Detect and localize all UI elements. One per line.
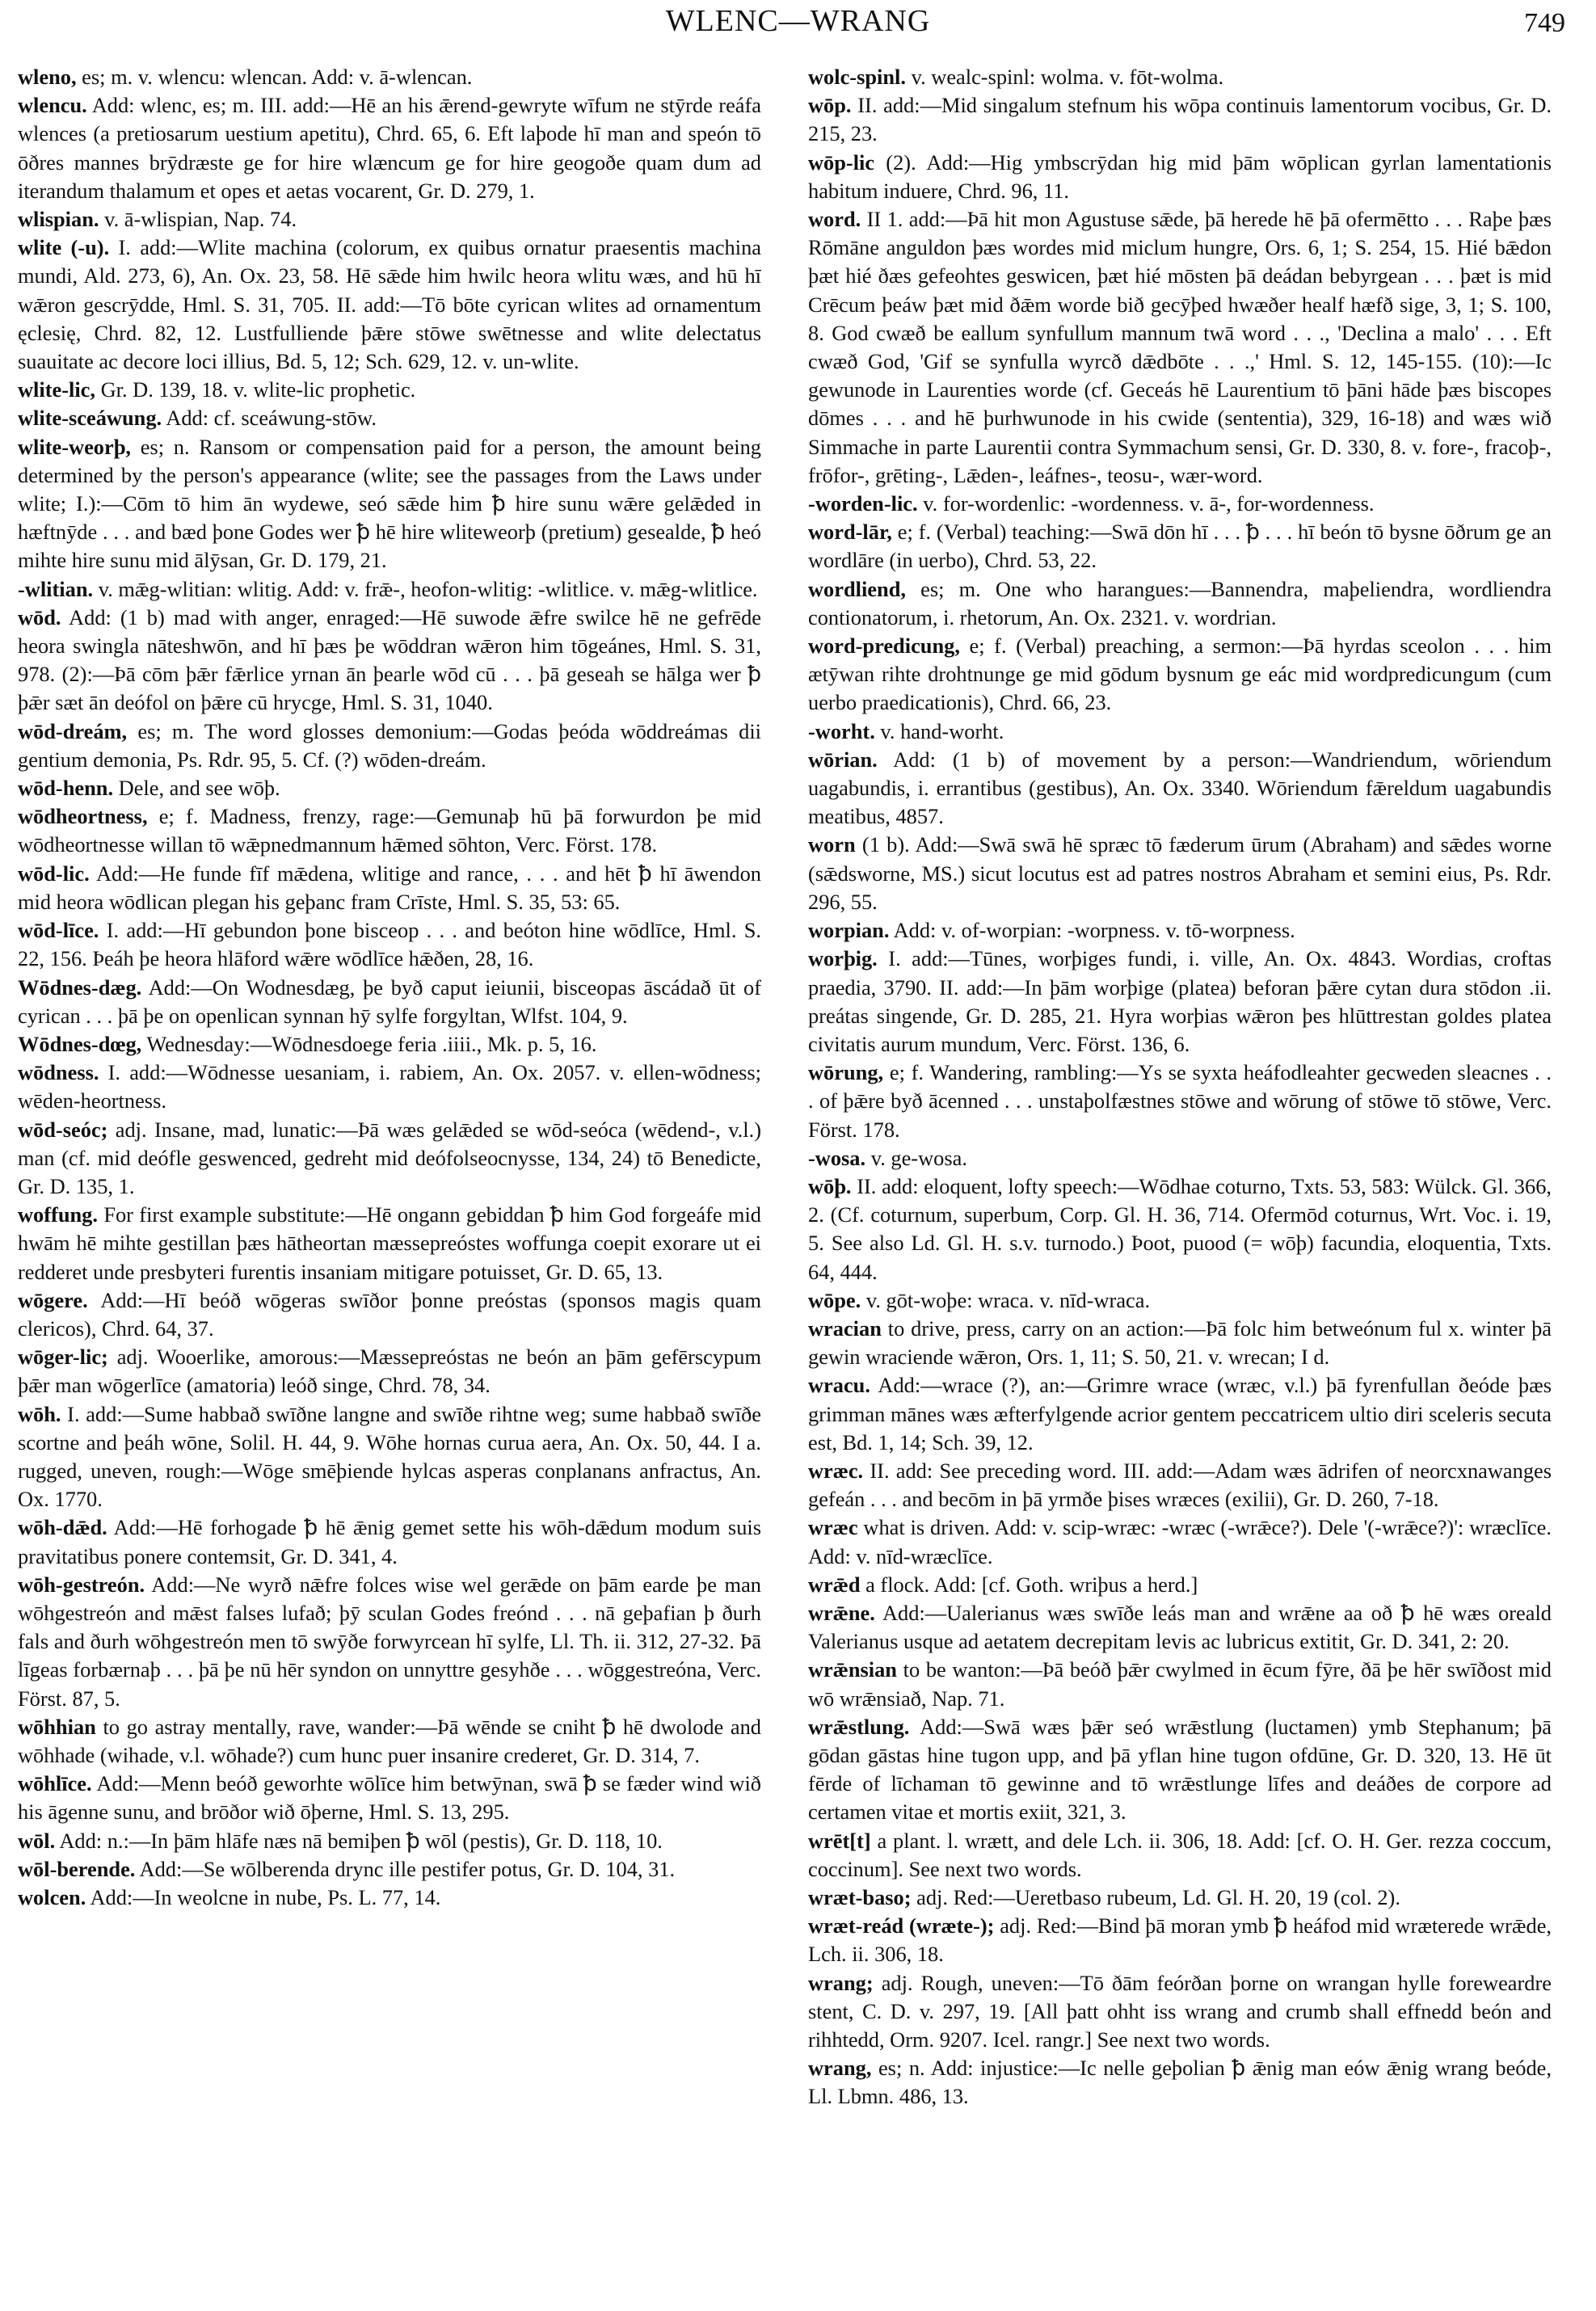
dictionary-entry <box>18 1513 761 1570</box>
dictionary-entry <box>808 1172 1552 1286</box>
entry-headword: wolc-spinl. <box>808 65 906 89</box>
entry-headword: wōd-seóc; <box>18 1117 108 1142</box>
entry-headword: wōdness. <box>18 1060 99 1085</box>
dictionary-entry <box>18 1884 761 1912</box>
entry-definition: v. mǣg-wlitian: wlitig. Add: v. frǣ-, heofon-wlitig: -wlitlice. v. mǣg-wlitlice. <box>93 576 758 601</box>
entry-headword: wræc. <box>808 1458 864 1483</box>
entry-headword: wlispian. <box>18 207 99 232</box>
entry-headword: wōpe. <box>808 1287 861 1312</box>
entry-definition: Gr. D. 139, 18. v. wlite-lic prophetic. <box>95 377 416 402</box>
entry-headword: wōrian. <box>808 747 878 772</box>
entry-definition: Add:—Hē forhogade ꝥ hē ǣnig gemet sette his wōh-dǣdum modum suis pravitatibus ponere contemsit, Gr. D. 341, 4. <box>18 1515 761 1568</box>
dictionary-entry <box>18 433 761 575</box>
entry-definition: Dele, and see wōþ. <box>113 776 280 801</box>
dictionary-entry <box>808 1457 1552 1513</box>
entry-headword: wōþ. <box>808 1173 852 1198</box>
entry-headword: wōdheortness, <box>18 804 148 829</box>
entry-headword: wōgere. <box>18 1287 88 1312</box>
dictionary-entry <box>808 91 1552 148</box>
dictionary-entry <box>808 575 1552 632</box>
dictionary-entry <box>18 860 761 916</box>
entry-definition: Add: v. of-worpian: -worpness. v. tō-worpness. <box>889 918 1295 943</box>
dictionary-entry <box>808 2054 1552 2111</box>
entry-headword: wōhlīce. <box>18 1771 92 1796</box>
dictionary-entry <box>808 1599 1552 1656</box>
entry-definition: to drive, press, carry on an action:—Þā folc him betweónum ful x. winter þā gewin wraciende wǣron, Ors. 1, 11; S. 50, 21. v. wrecan; I d. <box>808 1315 1552 1370</box>
entry-headword: woffung. <box>18 1202 98 1227</box>
entry-headword: -worden-lic. <box>808 491 918 516</box>
entry-definition: I. add:—Hī gebundon þone bisceop . . . and beóton hine wōdlīce, Hml. S. 22, 156. Þeáh þe heora hlāford wǣre wōdlīce hǣðen, 28, 16. <box>18 918 761 971</box>
entry-headword: wordliend, <box>808 576 906 601</box>
entry-definition: v. for-wordenlic: -wordenness. v. ā-, for-wordenness. <box>917 491 1375 516</box>
entry-definition: adj. Red:—Ueretbaso rubeum, Ld. Gl. H. 20, 19 (col. 2). <box>911 1885 1400 1909</box>
dictionary-entry <box>18 1059 761 1115</box>
entry-headword: Wōdnes-dœg, <box>18 1031 142 1056</box>
entry-headword: word-lār, <box>808 520 892 545</box>
dictionary-entry <box>808 632 1552 718</box>
dictionary-entry <box>808 1912 1552 1968</box>
entry-definition: v. gōt-woþe: wraca. v. nīd-wraca. <box>861 1287 1151 1312</box>
entry-definition: es; n. Add: injustice:—Ic nelle geþolian ꝥ ǣnig man eów ǣnig wrang beóde, Ll. Lbmn. 486, 13. <box>808 2056 1552 2109</box>
entry-headword: wlencu. <box>18 93 87 118</box>
page-header <box>0 0 1596 45</box>
entry-definition: adj. Wooerlike, amorous:—Mæssepreóstas ne beón an þām gefērscypum þǣr man wōgerlīce (amatoria) leóð singe, Chrd. 78, 34. <box>18 1345 761 1398</box>
entry-definition: Add:—In weolcne in nube, Ps. L. 77, 14. <box>86 1885 441 1909</box>
entry-headword: wrang, <box>808 2056 872 2081</box>
entry-headword: wleno, <box>18 65 77 89</box>
dictionary-entry <box>808 1513 1552 1570</box>
entry-definition: e; f. (Verbal) preaching, a sermon:—Þā hyrdas sceolon . . . him ætȳwan rihte drohtnunge ge mid gōdum bysnum ge eác mid wordpredicungum (cum uerbo praedicationis), Chrd. 66, 23. <box>808 634 1552 715</box>
entry-headword: wrǣstlung. <box>808 1714 910 1739</box>
entry-definition: Add:—Menn beóð geworhte wōlīce him betwȳnan, swā ꝥ se fæder wind wið his āgenne sunu, and brōðor wið ōþerne, Hml. S. 13, 295. <box>18 1771 761 1825</box>
entry-definition: es; m. The word glosses demonium:—Godas þeóda wōddreámas dii gentium demonia, Ps. Rdr. 95, 5. Cf. (?) wōden-dreám. <box>18 718 761 772</box>
dictionary-entry <box>18 1827 761 1855</box>
dictionary-entry <box>808 718 1552 746</box>
dictionary-entry <box>18 91 761 205</box>
entry-definition: Wednesday:—Wōdnesdoege feria .iiii., Mk. p. 5, 16. <box>141 1031 597 1056</box>
entry-headword: wōd-līce. <box>18 918 99 943</box>
dictionary-entry <box>808 1713 1552 1827</box>
entry-definition: v. ge-wosa. <box>865 1145 967 1170</box>
entry-headword: wrǣnsian <box>808 1657 897 1682</box>
entry-headword: -worht. <box>808 718 875 743</box>
dictionary-entry <box>18 718 761 774</box>
entry-definition: Add: wlenc, es; m. III. add:—Hē an his ǣrend-gewryte wīfum ne stȳrde reáfa wlences (a pretiosarum uestium apetitu), Chrd. 65, 6. Eft laþode hī man and speón tō ōðres mannes brȳdræste ge for hire wlæncum ge for hire geogoðe quam dum ad iterandum thalamum et opes et aetas vocarent, Gr. D. 279, 1. <box>18 93 761 203</box>
entry-definition: I. add:—Wōdnesse uesaniam, i. rabiem, An. Ox. 2057. v. ellen-wōdness; wēden-heortness. <box>18 1060 761 1113</box>
dictionary-entry <box>808 490 1552 518</box>
dictionary-entry <box>18 234 761 376</box>
entry-definition: adj. Rough, uneven:—Tō ðām feórðan þorne on wrangan hylle foreweardre stent, C. D. v. 297, 19. [All þatt ohht iss wrang and crumb shall effnedd beón and rihhtedd, Orm. 9207. Icel. rangr.] See next two words. <box>808 1970 1552 2052</box>
entry-definition: e; f. Wandering, rambling:—Ys se syxta heáfodleahter gecweden sleacnes . . . of þǣre byð ācenned . . . unstaþolfæstnes stōwe and wōrung of stōwe tō stōwe, Verc. Först. 178. <box>808 1060 1552 1142</box>
left-column <box>18 63 761 2297</box>
entry-definition: Add: (1 b) of movement by a person:—Wandriendum, wōriendum uagabundis, i. errantibus (gestibus), An. Ox. 3340. Wōriendum fǣreldum uagabundis meatibus, 4857. <box>808 747 1552 829</box>
dictionary-entry <box>18 1201 761 1286</box>
dictionary-entry <box>808 1059 1552 1144</box>
entry-headword: wræt-baso; <box>808 1885 912 1909</box>
entry-headword: wræc <box>808 1515 858 1540</box>
entry-definition: a plant. l. wrætt, and dele Lch. ii. 306, 18. Add: [cf. O. H. Ger. rezza coccum, coccinum]. See next two words. <box>808 1828 1552 1881</box>
dictionary-entry <box>808 831 1552 916</box>
dictionary-entry <box>808 945 1552 1059</box>
entry-definition: e; f. Madness, frenzy, rage:—Gemunaþ hū þā forwurdon þe mid wōdheortnesse willan tō wǣpnedmannum hǣmed sōhton, Verc. Först. 178. <box>18 804 761 857</box>
entry-headword: wrǣd <box>808 1572 861 1597</box>
dictionary-entry <box>808 1571 1552 1599</box>
dictionary-entry <box>18 916 761 973</box>
entry-headword: worþig. <box>808 946 878 971</box>
dictionary-entry <box>18 63 761 91</box>
dictionary-entry <box>18 376 761 404</box>
entry-definition: to be wanton:—Þā beóð þǣr cwylmed in ēcum fȳre, ðā þe hēr swīðost mid wō wrǣnsiað, Nap. 71. <box>808 1657 1552 1711</box>
entry-definition: I. add:—Wlite machina (colorum, ex quibus ornatur praesentis machina mundi, Ald. 273, 6), An. Ox. 23, 58. Hē sǣde him hwilc heora wlitu wæs, and hū hī wǣron gescrȳdde, Hml. S. 31, 705. II. add:—Tō bōte cyrican wlites ad ornamentum ęclesię, Chrd. 82, 12. Lustfulliende þǣre stōwe swētnesse and wlite delectatus suauitate ac decore loci illius, Bd. 5, 12; Sch. 629, 12. v. un-wlite. <box>18 235 761 374</box>
dictionary-entry <box>18 802 761 859</box>
dictionary-entry <box>18 575 761 604</box>
entry-headword: -wosa. <box>808 1145 866 1170</box>
dictionary-entry <box>18 974 761 1030</box>
dictionary-entry <box>808 149 1552 205</box>
entry-headword: wōd-dreám, <box>18 718 128 743</box>
dictionary-entry <box>808 1969 1552 2055</box>
dictionary-entry <box>18 1855 761 1884</box>
entry-definition: Add:—He funde fīf mǣdena, wlitige and rance, . . . and hēt ꝥ hī āwendon mid heora wōdlican plegan his geþanc fram Crīste, Hml. S. 35, 53: 65. <box>18 861 761 914</box>
entry-headword: wōh. <box>18 1401 61 1426</box>
dictionary-entry <box>18 1571 761 1713</box>
entry-headword: wolcen. <box>18 1885 86 1909</box>
dictionary-entry <box>18 1400 761 1514</box>
entry-definition: Add: (1 b) mad with anger, enraged:—Hē suwode ǣfre swilce hē ne gefrēde heora swingla nāteshwōn, and hī þæs þe wōddran wǣron him tōgeánes, Hml. S. 31, 978. (2):—Þā cōm þǣr fǣrlice yrnan ān þearle wōd cū . . . þā geseah se hālga wer ꝥ þǣr sæt ān deófol on þǣre cū hrycge, Hml. S. 31, 1040. <box>18 604 761 715</box>
entry-headword: word-predicung, <box>808 634 960 659</box>
entry-definition: For first example substitute:—Hē ongann gebiddan ꝥ him God forgeáfe mid hwām hē mihte gestillan þæs hātheortan mæssepreóstes woffunga coepit exorare ut ei redderet unde presbyteri furentis insaniam mitigare potuisset, Gr. D. 65, 13. <box>18 1202 761 1284</box>
entry-headword: wōd-lic. <box>18 861 90 886</box>
dictionary-entry <box>18 205 761 234</box>
entry-headword: wōger-lic; <box>18 1345 108 1370</box>
entry-headword: wōp. <box>808 93 852 118</box>
entry-headword: Wōdnes-dæg. <box>18 974 142 1000</box>
entry-headword: wōp-lic <box>808 149 875 175</box>
entry-headword: wōrung, <box>808 1060 884 1085</box>
entry-definition: es; n. Ransom or compensation paid for a person, the amount being determined by the person's appearance (wlite; see the passages from the Laws under wlite; I.):—Cōm tō him ān wydewe, seó sǣde him ꝥ hire sunu wǣre gelǣded in hæftnȳde . . . and bæd þone Godes wer ꝥ hē hire wliteweorþ (pretium) gesealde, ꝥ heó mihte hire sunu mid ālȳsan, Gr. D. 179, 21. <box>18 434 761 573</box>
entry-headword: wōhhian <box>18 1714 96 1739</box>
entry-definition: what is driven. Add: v. scip-wræc: -wræc (-wrǣce?). Dele '(-wrǣce?)': wræclīce. Add: v. nīd-wræclīce. <box>808 1515 1552 1568</box>
entry-definition: Add:—Swā wæs þǣr seó wrǣstlung (luctamen) ymb Stephanum; þā gōdan gāstas hine tugon upp, and þā yflan hine tugon ofdūne, Gr. D. 320, 13. Hē ūt fērde of līchaman tō gewinne and tō wrǣstlunge līfes and deáðes de corpore ad certamen vitae et mortis exiit, 321, 3. <box>808 1714 1552 1825</box>
entry-headword: wrēt[t] <box>808 1828 871 1853</box>
dictionary-entry <box>18 1030 761 1059</box>
entry-headword: wōd-henn. <box>18 776 114 801</box>
dictionary-entry <box>808 1884 1552 1912</box>
dictionary-entry <box>808 518 1552 575</box>
entry-definition: Add:—Hī beóð wōgeras swīðor þonne preóstas (sponsos magis quam clericos), Chrd. 64, 37. <box>18 1287 761 1341</box>
dictionary-entry <box>18 774 761 802</box>
dictionary-entry <box>18 1770 761 1826</box>
dictionary-entry <box>18 1343 761 1400</box>
dictionary-entry <box>808 1286 1552 1315</box>
entry-definition: II. add:—Mid singalum stefnum his wōpa continuis lamentorum vocibus, Gr. D. 215, 23. <box>808 93 1552 146</box>
entry-definition: adj. Red:—Bind þā moran ymb ꝥ heáfod mid wræterede wrǣde, Lch. ii. 306, 18. <box>808 1913 1552 1967</box>
dictionary-entry <box>18 404 761 432</box>
entry-definition: Add:—Ne wyrð nǣfre folces wise wel gerǣde on þām earde þe man wōhgestreón and mǣst falses lufað; þȳ sculan Godes freónd . . . nā geþafian þ ðurh fals and ðurh wōhgestreón men tō swȳðe forwyrcean hī sylfe, Ll. Th. ii. 312, 27-32. Þā līgeas forbærnaþ . . . þā þe nū hēr syndon on unnyttre gesyhðe . . . wōggestreóna, Verc. Först. 87, 5. <box>18 1572 761 1711</box>
entry-headword: wlite (-u). <box>18 235 110 260</box>
page-number: 749 <box>1524 8 1565 38</box>
entry-headword: wracian <box>808 1315 882 1341</box>
entry-definition: I. add:—Tūnes, worþiges fundi, i. ville, An. Ox. 4843. Wordias, croftas praedia, 3790. II. add:—In þām worþige (platea) beforan þǣre cytan dura stōdon .ii. preátas singende, Gr. D. 285, 21. Hyra worþias wǣron þes hlūttrestan goldes platea civitatis aurum mundum, Verc. Först. 136, 6. <box>808 946 1552 1056</box>
dictionary-entry <box>808 1144 1552 1172</box>
entry-definition: a flock. Add: [cf. Goth. wriþus a herd.] <box>860 1572 1198 1597</box>
entry-definition: to go astray mentally, rave, wander:—Þā wēnde se cniht ꝥ hē dwolode and wōhhade (wihade, v.l. wōhade?) cum hunc puer insanire crederet, Gr. D. 314, 7. <box>18 1714 761 1767</box>
entry-definition: (1 b). Add:—Swā swā hē spræc tō fæderum ūrum (Abraham) and sǣdes worne (sǣdsworne, MS.) sicut locutus est ad patres nostros Abraham et semini eius, Ps. Rdr. 296, 55. <box>808 832 1552 914</box>
dictionary-entry <box>808 746 1552 831</box>
entry-headword: wlite-weorþ, <box>18 434 131 459</box>
entry-headword: wōl-berende. <box>18 1856 136 1881</box>
entry-definition: I. add:—Sume habbað swīðne langne and swīðe rihtne weg; sume habbað swīðe scortne and þeáh wōne, Solil. H. 44, 9. Wōhe hornas curua aera, An. Ox. 50, 44. I a. rugged, uneven, rough:—Wōge smēþiende hylcas asperas conplanans anfractus, An. Ox. 1770. <box>18 1401 761 1512</box>
entry-definition: Add: cf. sceáwung-stōw. <box>162 406 377 431</box>
entry-headword: wrang; <box>808 1970 874 1995</box>
entry-definition: es; m. v. wlencu: wlencan. Add: v. ā-wlencan. <box>76 65 473 89</box>
dictionary-entry <box>18 1116 761 1202</box>
entry-definition: Add:—On Wodnesdæg, þe byð caput ieiunii, bisceopas āscádað ūt of cyrican . . . þā þe on openlican synnan hȳ sylfe forgyltan, Wlfst. 104, 9. <box>18 974 761 1028</box>
entry-definition: II. add: See preceding word. III. add:—Adam wæs ādrifen of neorcxnawanges gefeán . . . and becōm in þā yrmðe þises wræces (exilii), Gr. D. 260, 7-18. <box>808 1458 1552 1512</box>
dictionary-entry <box>808 1827 1552 1884</box>
dictionary-entry <box>808 1371 1552 1457</box>
entry-definition: v. ā-wlispian, Nap. 74. <box>99 207 297 232</box>
entry-headword: worn <box>808 832 856 857</box>
dictionary-entry <box>808 1315 1552 1371</box>
entry-definition: Add: n.:—In þām hlāfe næs nā bemiþen ꝥ wōl (pestis), Gr. D. 118, 10. <box>55 1828 663 1853</box>
entry-definition: II. add: eloquent, lofty speech:—Wōdhae coturno, Txts. 53, 583: Wülck. Gl. 366, 2. (Cf. coturnum, superbum, Corp. Gl. H. 36, 714. Ofermōd coturnus, Wrt. Voc. i. 19, 5. See also Ld. Gl. H. s.v. turnodo.) Þoot, puood (= wōþ) facundia, eloquentia, Txts. 64, 444. <box>808 1173 1552 1284</box>
entry-headword: wōh-dǣd. <box>18 1515 107 1540</box>
entry-definition: Add:—wrace (?), an:—Grimre wrace (wræc, v.l.) þā fyrenfullan ðeóde þæs grimman mānes wæs æfterfylgende acrior gentem peccatricem ultio diri sceleris secuta est, Bd. 1, 14; Sch. 39, 12. <box>808 1373 1552 1454</box>
entry-headword: -wlitian. <box>18 576 94 601</box>
dictionary-entry <box>808 1656 1552 1712</box>
entry-definition: II 1. add:—Þā hit mon Agustuse sǣde, þā herede hē þā ofermētto . . . Raþe þæs Rōmāne anguldon þæs wordes mid miclum hungre, Ors. 6, 1; S. 254, 15. Hié bǣdon þæt hié ðæs gefeohtes geswicen, þæt hié mōsten þā deádan bebyrgean . . . þæt is mid Crēcum þeáw þæt mid ðǣm worde bið gecȳþed hwæðer healf hæfð sige, 3, 1; S. 100, 8. God cwæð be eallum synfullum mannum twā word . . ., 'Declina a malo' . . . Eft cwæð God, 'Gif se synfulla wyrcð dǣdbōte . . .,' Hml. S. 12, 145-155. (10):—Ic gewunode in Laurenties worde (cf. Geceás hē Laurentium tō þāni hāde þæs biscopes dōmes . . . and hē þurhwunode in his cwide (sententia), 329, 16-18) and wæs wið Simmache in parte Laurentii contra Symmachum sensi, Gr. D. 330, 8. v. fore-, fracoþ-, frōfor-, grēting-, Lǣden-, leáfnes-, teosu-, wær-word. <box>808 207 1552 487</box>
entry-headword: wracu. <box>808 1373 870 1398</box>
dictionary-entry <box>808 63 1552 91</box>
entry-headword: wrǣne. <box>808 1600 875 1625</box>
dictionary-entry <box>18 1286 761 1343</box>
entry-definition: v. wealc-spinl: wolma. v. fōt-wolma. <box>905 65 1224 89</box>
entry-headword: wræt-reád (wræte-); <box>808 1913 995 1938</box>
entry-definition: Add:—Se wōlberenda drync ille pestifer potus, Gr. D. 104, 31. <box>135 1856 676 1881</box>
dictionary-entry <box>808 205 1552 490</box>
entry-definition: v. hand-worht. <box>874 718 1004 743</box>
entry-headword: wōl. <box>18 1828 56 1853</box>
entry-headword: wōd. <box>18 604 61 629</box>
entry-headword: word. <box>808 207 861 232</box>
entry-definition: (2). Add:—Hig ymbscrȳdan hig mid þām wōplican gyrlan lamentationis habitum induere, Chrd. 96, 11. <box>808 149 1552 203</box>
dictionary-entry <box>808 916 1552 945</box>
right-column <box>808 63 1552 2297</box>
entry-definition: e; f. (Verbal) teaching:—Swā dōn hī . . . ꝥ . . . hī beón tō bysne ōðrum ge an wordlāre (in uerbo), Chrd. 53, 22. <box>808 520 1552 573</box>
entry-headword: wlite-sceáwung. <box>18 406 162 431</box>
entry-headword: wlite-lic, <box>18 377 95 402</box>
dictionary-entry <box>18 604 761 718</box>
entry-headword: wōh-gestreón. <box>18 1572 145 1597</box>
entry-definition: adj. Insane, mad, lunatic:—Þā wæs gelǣded se wōd-seóca (wēdend-, v.l.) man (cf. mid deófle geswenced, gedreht mid deófolseocnysse, 134, 24) tō Benedicte, Gr. D. 135, 1. <box>18 1117 761 1198</box>
entry-definition: es; m. One who harangues:—Bannendra, maþeliendra, wordliendra contionatorum, i. rhetorum, An. Ox. 2321. v. wordrian. <box>808 576 1552 629</box>
entry-headword: worpian. <box>808 918 890 943</box>
dictionary-entry <box>18 1713 761 1770</box>
running-head: WLENC—WRANG <box>665 4 931 38</box>
entry-definition: Add:—Ualerianus wæs swīðe leás man and wrǣne aa oð ꝥ hē wæs oreald Valerianus usque ad aetatem decrepitam levis ac lubricus extitit, Gr. D. 341, 2: 20. <box>808 1600 1552 1654</box>
